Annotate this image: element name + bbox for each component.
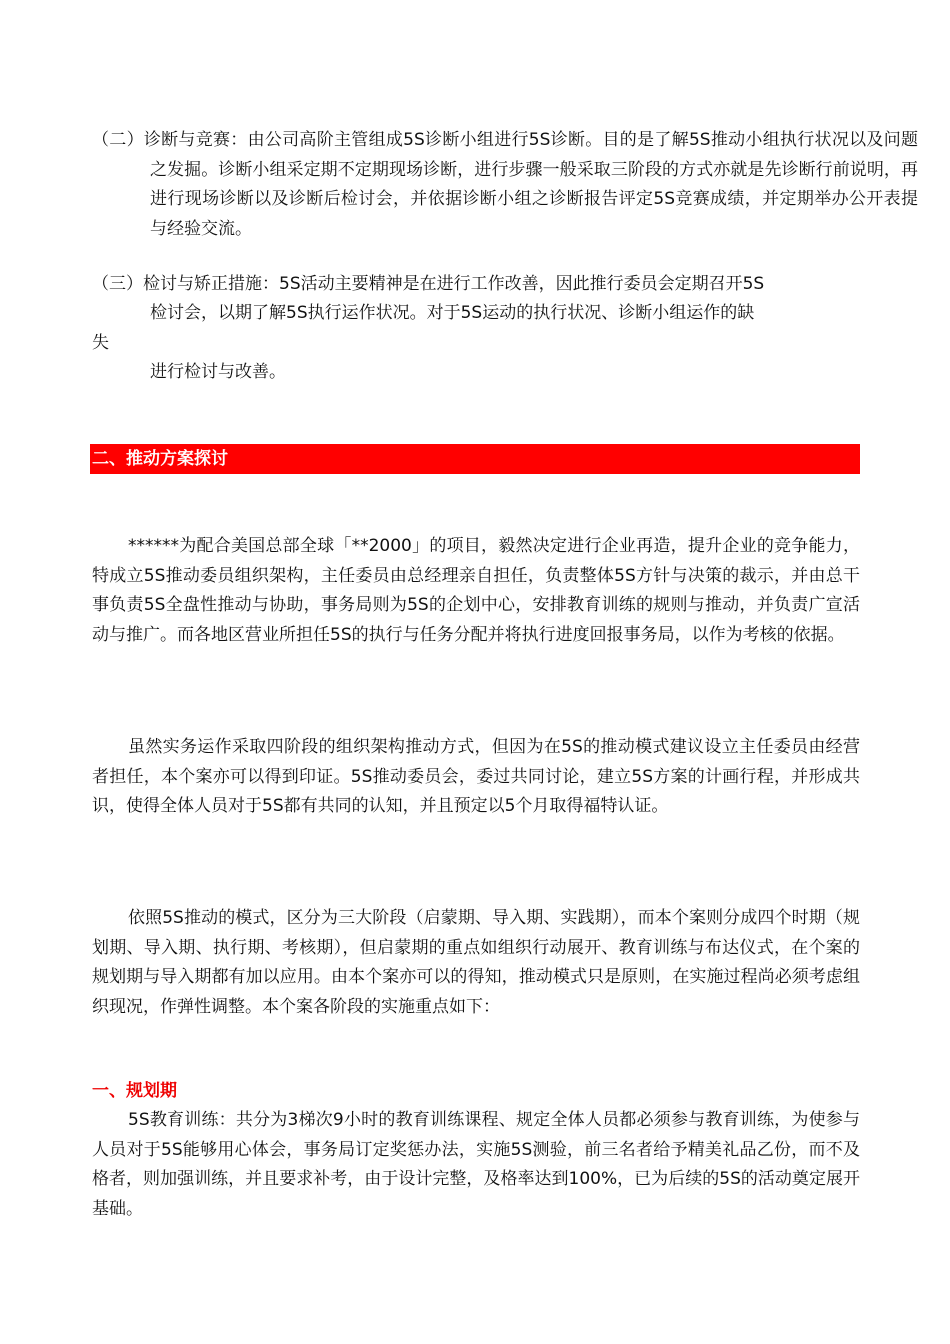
- body-paragraph-2: 虽然实务运作采取四阶段的组织架构推动方式，但因为在5S的推动模式建议设立主任委员由经营者担任，本个案亦可以得到印证。5S推动委员会，委过共同讨论，建立5S方案的计画行程，并形成共识，使得全体人员对于5S都有共同的认知，并且预定以5个月取得福特认证。: [92, 737, 860, 816]
- item-review-correction-line-2: 检讨会，以期了解5S执行运作状况。对于5S运动的执行状况、诊断小组运作的缺: [150, 303, 755, 323]
- item-review-correction-line-1: （三）检讨与矫正措施：5S活动主要精神是在进行工作改善，因此推行委员会定期召开5S: [92, 274, 765, 294]
- body-paragraph-3: 依照5S推动的模式，区分为三大阶段（启蒙期、导入期、实践期），而本个案则分成四个时期（规划期、导入期、执行期、考核期），但启蒙期的重点如组织行动展开、教育训练与布达仪式，在个案的规划期与导入期都有加以应用。由本个案亦可以的得知，推动模式只是原则，在实施过程尚必须考虑组织现况，作弹性调整。本个案各阶段的实施重点如下：: [92, 908, 860, 1017]
- body-paragraph-1: ******为配合美国总部全球「**2000」的项目，毅然决定进行企业再造，提升企业的竞争能力，特成立5S推动委员组织架构，主任委员由总经理亲自担任，负责整体5S方针与决策的裁示，并由总干事负责5S全盘性推动与协助，事务局则为5S的企划中心，安排教育训练的规则与推动，并负责广宣活动与推广。而各地区营业所担任5S的执行与任务分配并将执行进度回报事务局，以作为考核的依据。: [92, 536, 860, 645]
- item-diagnosis-competition: （二）诊断与竞赛：由公司高阶主管组成5S诊断小组进行5S诊断。目的是了解5S推动小组执行状况以及问题之发掘。诊断小组采定期不定期现场诊断，进行步骤一般采取三阶段的方式亦就是先诊断行前说明，再进行现场诊断以及诊断后检讨会，并依据诊断小组之诊断报告评定5S竞赛成绩，并定期举办公开表提与经验交流。: [92, 130, 918, 239]
- phase-heading-planning: 一、规划期: [92, 1081, 177, 1101]
- item-review-correction-line-3: 失: [92, 333, 109, 353]
- item-review-correction-line-4: 进行检讨与改善。: [150, 362, 286, 382]
- section-banner-heading: 二、推动方案探讨: [90, 444, 860, 474]
- phase-planning-paragraph: 5S教育训练：共分为3梯次9小时的教育训练课程、规定全体人员都必须参与教育训练，为使参与人员对于5S能够用心体会，事务局订定奖惩办法，实施5S测验，前三名者给予精美礼品乙份，而不及格者，则加强训练，并且要求补考，由于设计完整，及格率达到100%，已为后续的5S的活动奠定展开基础。: [92, 1110, 860, 1219]
